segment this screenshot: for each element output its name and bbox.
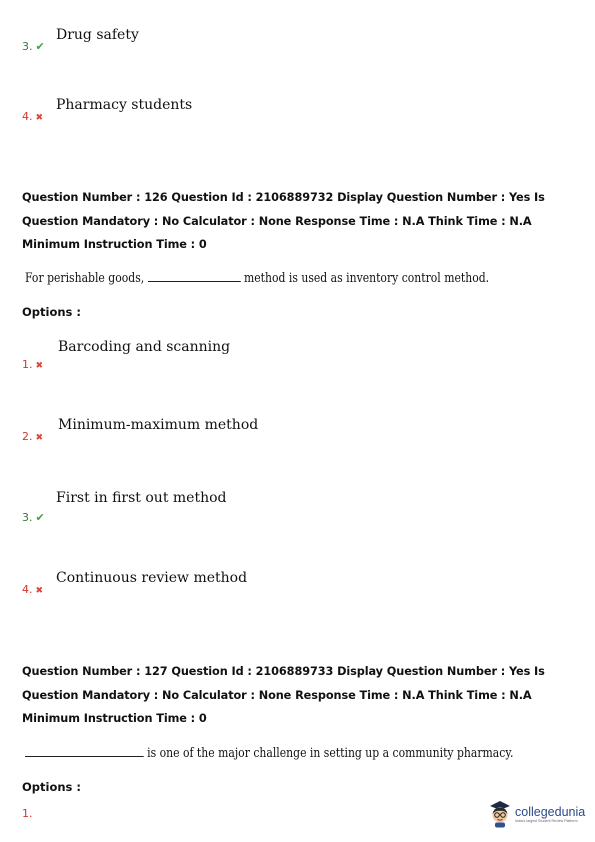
option-number (22, 511, 45, 524)
option-number (22, 110, 43, 123)
question-text-after: method is used as inventory control method. (243, 270, 490, 285)
option-text: Drug safety (56, 27, 139, 43)
option-number-label: 4. (22, 583, 33, 596)
option-text: Barcoding and scanning (58, 339, 231, 355)
option-number (22, 430, 43, 443)
option-number-label: 3. (22, 40, 33, 53)
option-number-label: 1. (22, 358, 33, 371)
collegedunia-logo (488, 800, 585, 828)
question-text (25, 270, 489, 285)
correct-check-icon: ✔ (35, 511, 45, 524)
question-text (25, 745, 513, 760)
wrong-cross-icon: ✖ (35, 433, 44, 443)
wrong-cross-icon: ✖ (35, 586, 44, 596)
wrong-cross-icon: ✖ (35, 113, 44, 123)
wrong-cross-icon: ✖ (35, 361, 44, 371)
option-number (22, 358, 43, 371)
options-label: Options : (22, 305, 81, 319)
option-number-label: 2. (22, 430, 33, 443)
option-number: 1. (22, 807, 33, 820)
option-text: Pharmacy students (56, 97, 193, 113)
answer-blank (25, 745, 144, 757)
correct-check-icon: ✔ (35, 40, 45, 53)
graduate-mascot-icon (488, 800, 512, 828)
options-label: Options : (22, 780, 81, 794)
option-text: First in first out method (56, 490, 227, 506)
question-header: Question Number : 127 Question Id : 2106889733 Display Question Number : Yes Is Question Mandatory : No Calculator : None Response Time : N.A Think Time : N.A Minimum Instruction Time : 0 (22, 665, 545, 725)
option-text: Continuous review method (56, 570, 248, 586)
option-number (22, 40, 45, 53)
option-text: Minimum-maximum method (58, 417, 259, 433)
question-text-after: is one of the major challenge in setting up a community pharmacy. (147, 745, 514, 760)
option-number (22, 583, 43, 596)
option-number-label: 4. (22, 110, 33, 123)
answer-blank (148, 270, 241, 282)
question-header: Question Number : 126 Question Id : 2106889732 Display Question Number : Yes Is Question Mandatory : No Calculator : None Response Time : N.A Think Time : N.A Minimum Instruction Time : 0 (22, 191, 545, 251)
logo-tagline: India's largest Student Review Platform (515, 819, 578, 823)
option-number-label: 3. (22, 511, 33, 524)
logo-name: collegedunia (515, 805, 586, 819)
question-text-before: For perishable goods, (25, 270, 145, 285)
